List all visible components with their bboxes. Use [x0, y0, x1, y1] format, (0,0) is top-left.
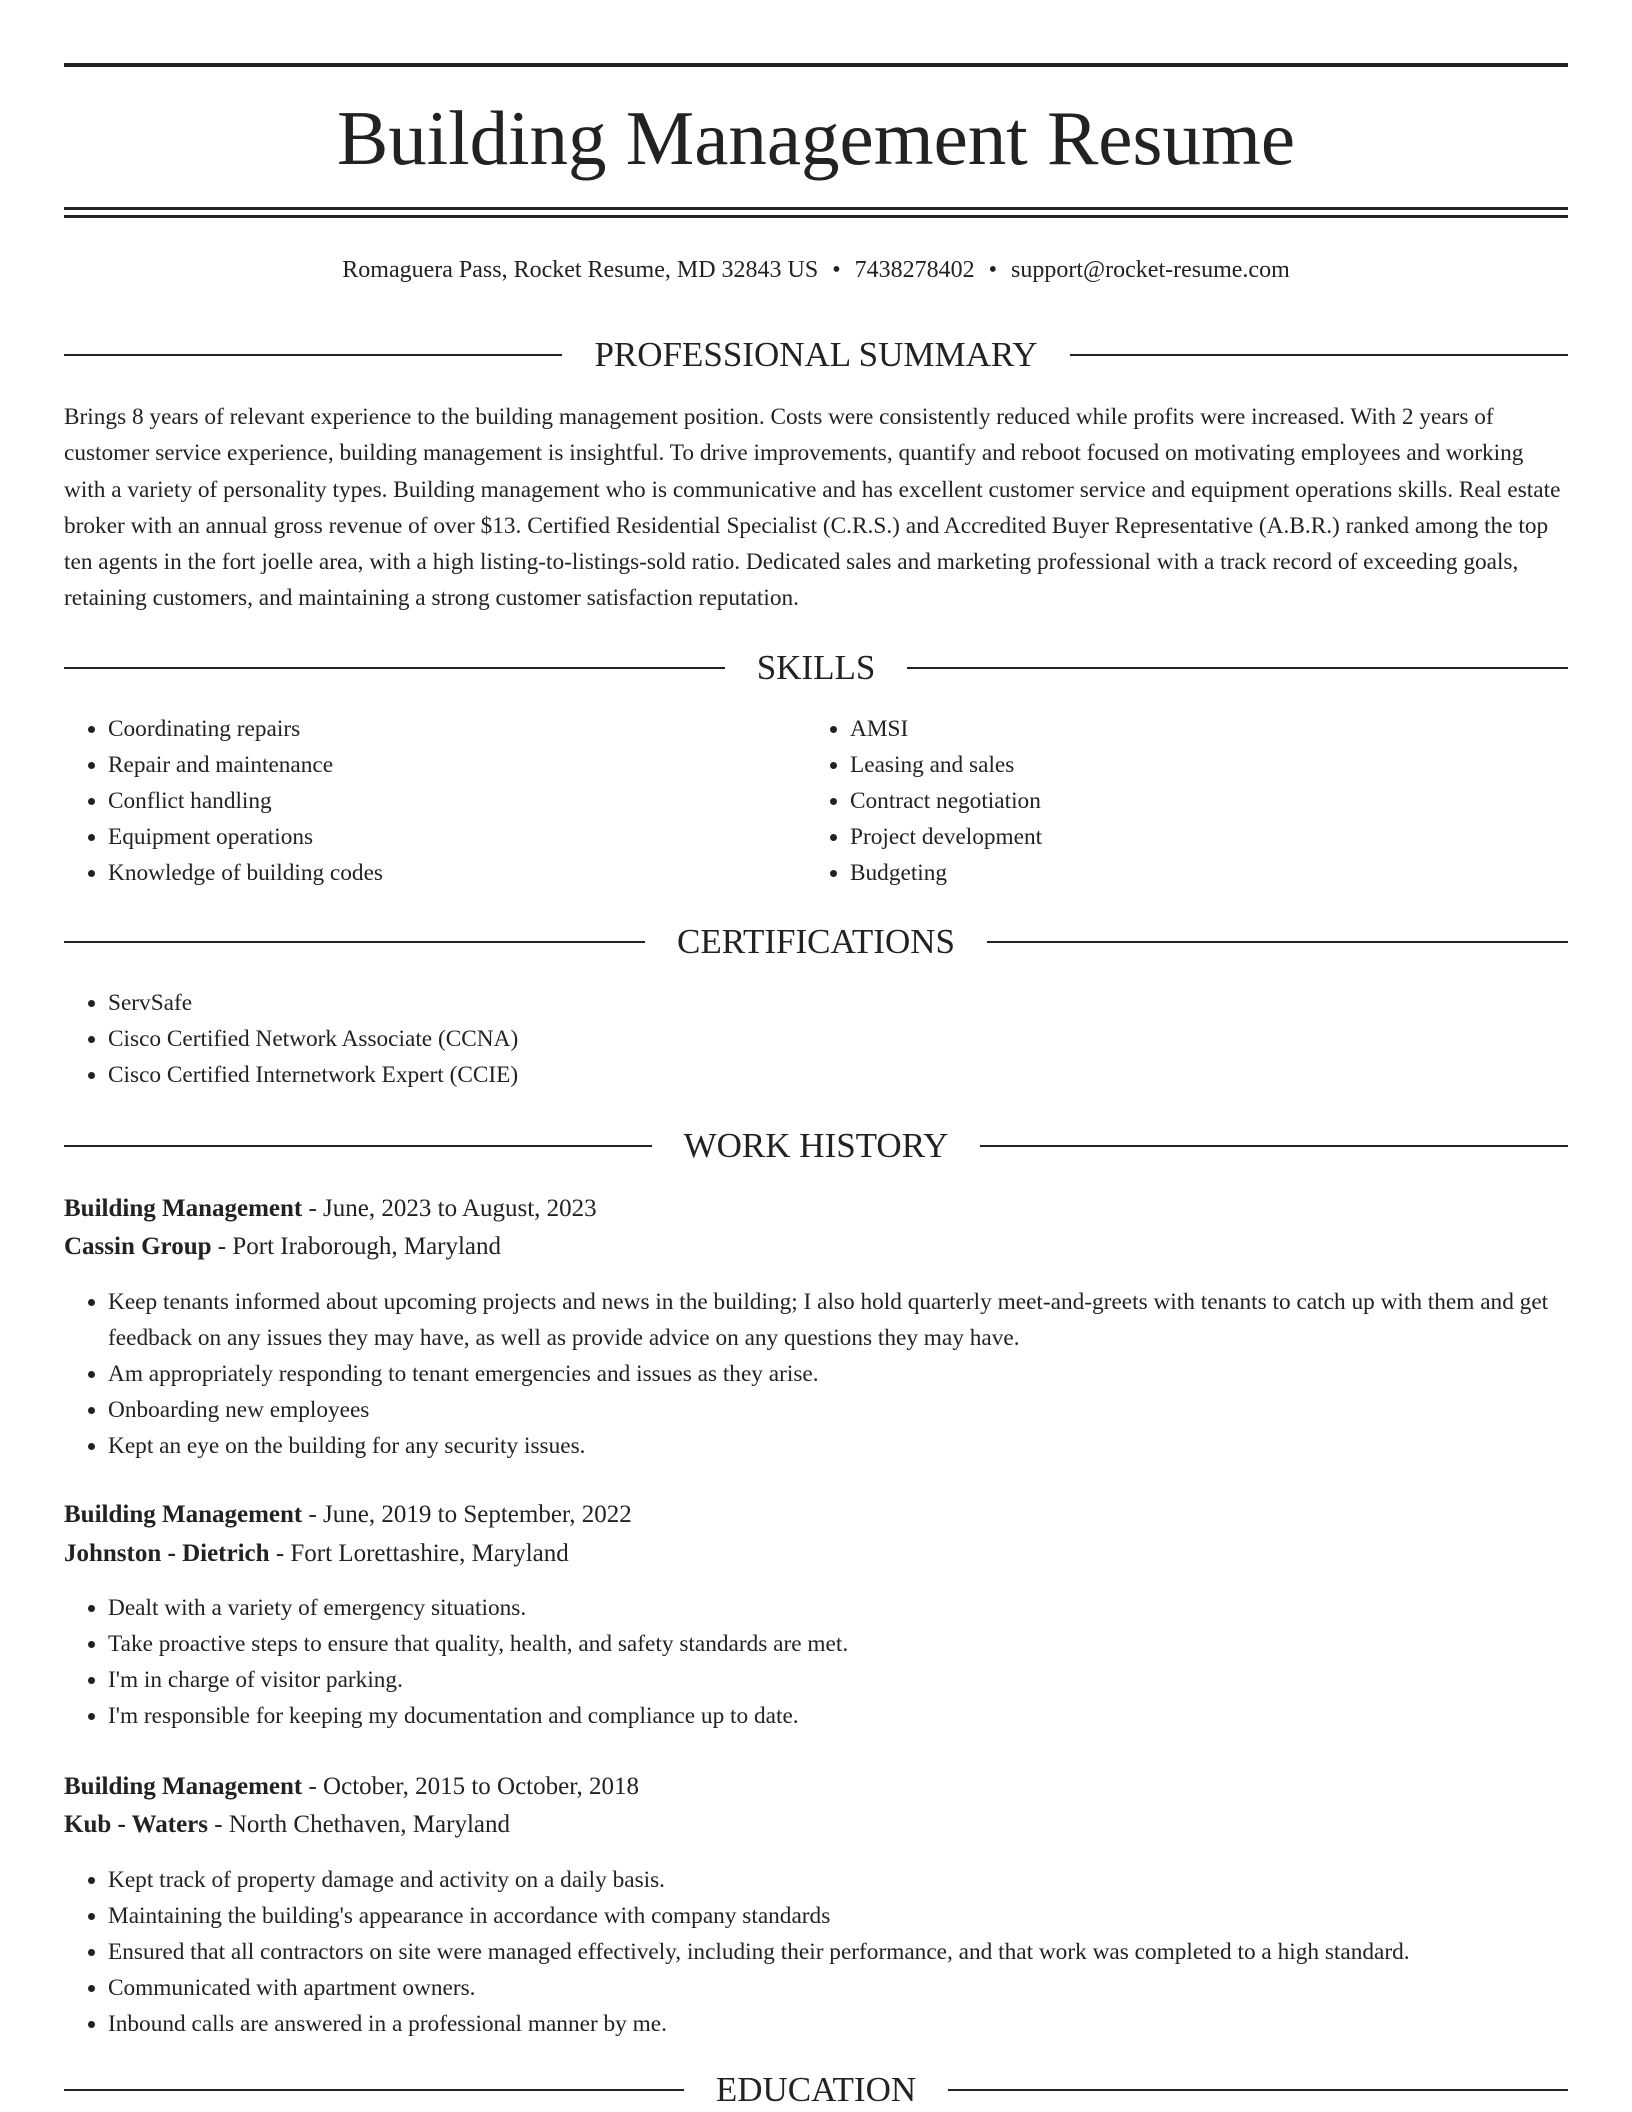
section-title: CERTIFICATIONS	[677, 922, 955, 961]
job-company: Cassin Group	[64, 1233, 212, 1260]
list-item: • AMSI	[850, 711, 1550, 747]
list-item: • Keep tenants informed about upcoming projects and news in the building; I also hold quarterly meet-and-greets with tenants to catch up with them and get feedback on any issues they may have, as well as provide advice on any questions they may have.	[108, 1284, 1568, 1356]
list-item: • Repair and maintenance	[108, 747, 808, 783]
contact-phone: 7438278402	[854, 257, 975, 283]
job-title-line	[64, 1768, 1568, 1806]
list-item: • Dealt with a variety of emergency situations.	[108, 1590, 1568, 1626]
list-item: • Cisco Certified Network Associate (CCNA)	[108, 1021, 1568, 1057]
list-item: • Am appropriately responding to tenant emergencies and issues as they arise.	[108, 1356, 1568, 1392]
list-item: • I'm in charge of visitor parking.	[108, 1662, 1568, 1698]
list-item: • Kept an eye on the building for any security issues.	[108, 1428, 1568, 1464]
list-item: • Coordinating repairs	[108, 711, 808, 747]
job-bullets	[64, 1590, 1568, 1734]
title-rule-lower	[64, 215, 1568, 218]
job-location: - Port Iraborough, Maryland	[211, 1233, 502, 1260]
heading-rule	[64, 2089, 684, 2091]
section-heading-education	[64, 2068, 1568, 2112]
resume-title: Building Management Resume	[336, 95, 1296, 181]
contact-address: Romaguera Pass, Rocket Resume, MD 32843 US	[342, 257, 819, 283]
contact-email: support@rocket-resume.com	[1011, 257, 1290, 283]
job-title-line	[64, 1496, 1568, 1534]
list-item: • I'm responsible for keeping my documentation and compliance up to date.	[108, 1698, 1568, 1734]
top-rule	[64, 63, 1568, 67]
job-dates: - June, 2019 to September, 2022	[302, 1501, 632, 1528]
heading-rule	[64, 1145, 652, 1147]
job-company: Kub - Waters	[64, 1811, 208, 1838]
list-item: • Onboarding new employees	[108, 1392, 1568, 1428]
list-item: • Equipment operations	[108, 819, 808, 855]
section-heading-certifications	[64, 920, 1568, 964]
heading-rule	[907, 667, 1568, 669]
section-title: PROFESSIONAL SUMMARY	[594, 335, 1038, 374]
job-bullets	[64, 1284, 1568, 1464]
job-company: Johnston - Dietrich	[64, 1540, 270, 1567]
job-title-line	[64, 1190, 1568, 1228]
job-dates: - June, 2023 to August, 2023	[302, 1195, 597, 1222]
list-item: • Maintaining the building's appearance in accordance with company standards	[108, 1898, 1568, 1934]
section-heading-work-history	[64, 1124, 1568, 1168]
heading-rule	[980, 1145, 1568, 1147]
list-item: • Conflict handling	[108, 783, 808, 819]
heading-rule	[64, 354, 562, 356]
skills-list-right	[806, 711, 1550, 891]
section-heading-skills	[64, 646, 1568, 690]
heading-rule	[948, 2089, 1568, 2091]
heading-rule	[1070, 354, 1568, 356]
list-item: • Project development	[850, 819, 1550, 855]
job-title: Building Management	[64, 1501, 303, 1528]
contact-separator: •	[832, 257, 841, 283]
summary-text: Brings 8 years of relevant experience to the building management position. Costs were consistently reduced while profits were increased. With 2 years of customer service experience, building management is insightful. To drive improvements, quantify and reboot focused on motivating employees and working with a variety of personality types. Building management who is communicative and has excellent customer service and equipment operations skills. Real estate broker with an annual gross revenue of over $13. Certified Residential Specialist (C.R.S.) and Accredited Buyer Representative (A.B.R.) ranked among the top ten agents in the fort joelle area, with a high listing-to-listings-sold ratio. Dedicated sales and marketing professional with a track record of exceeding goals, retaining customers, and maintaining a strong customer satisfaction reputation.	[64, 404, 1561, 612]
section-title: EDUCATION	[715, 2070, 917, 2109]
job-company-line	[64, 1228, 1568, 1266]
list-item: • Leasing and sales	[850, 747, 1550, 783]
job-dates: - October, 2015 to October, 2018	[302, 1773, 640, 1800]
section-title: WORK HISTORY	[683, 1126, 949, 1165]
list-item: • Contract negotiation	[850, 783, 1550, 819]
skills-list-left	[64, 711, 808, 891]
list-item: • Budgeting	[850, 855, 1550, 891]
list-item: • ServSafe	[108, 985, 1568, 1021]
heading-rule	[64, 667, 725, 669]
job-company-line	[64, 1535, 1568, 1573]
job-location: - Fort Lorettashire, Maryland	[269, 1540, 569, 1567]
job-bullets	[64, 1862, 1568, 2042]
section-heading-summary	[64, 333, 1568, 377]
list-item: • Inbound calls are answered in a professional manner by me.	[108, 2006, 1568, 2042]
job-company-line	[64, 1806, 1568, 1844]
list-item: • Cisco Certified Internetwork Expert (CCIE)	[108, 1057, 1568, 1093]
job-title: Building Management	[64, 1195, 303, 1222]
section-title: SKILLS	[756, 648, 876, 687]
contact-separator: •	[988, 257, 998, 283]
list-item: • Communicated with apartment owners.	[108, 1970, 1568, 2006]
job-location: - North Chethaven, Maryland	[208, 1811, 511, 1838]
heading-rule	[987, 941, 1568, 943]
list-item: • Kept track of property damage and activity on a daily basis.	[108, 1862, 1568, 1898]
heading-rule	[64, 941, 645, 943]
certifications-list	[64, 985, 1568, 1093]
list-item: • Ensured that all contractors on site were managed effectively, including their performance, and that work was completed to a high standard.	[108, 1934, 1568, 1970]
contact-line	[64, 253, 1568, 287]
list-item: • Take proactive steps to ensure that quality, health, and safety standards are met.	[108, 1626, 1568, 1662]
list-item: • Knowledge of building codes	[108, 855, 808, 891]
title-rule-upper	[64, 207, 1568, 210]
job-title: Building Management	[64, 1773, 303, 1800]
